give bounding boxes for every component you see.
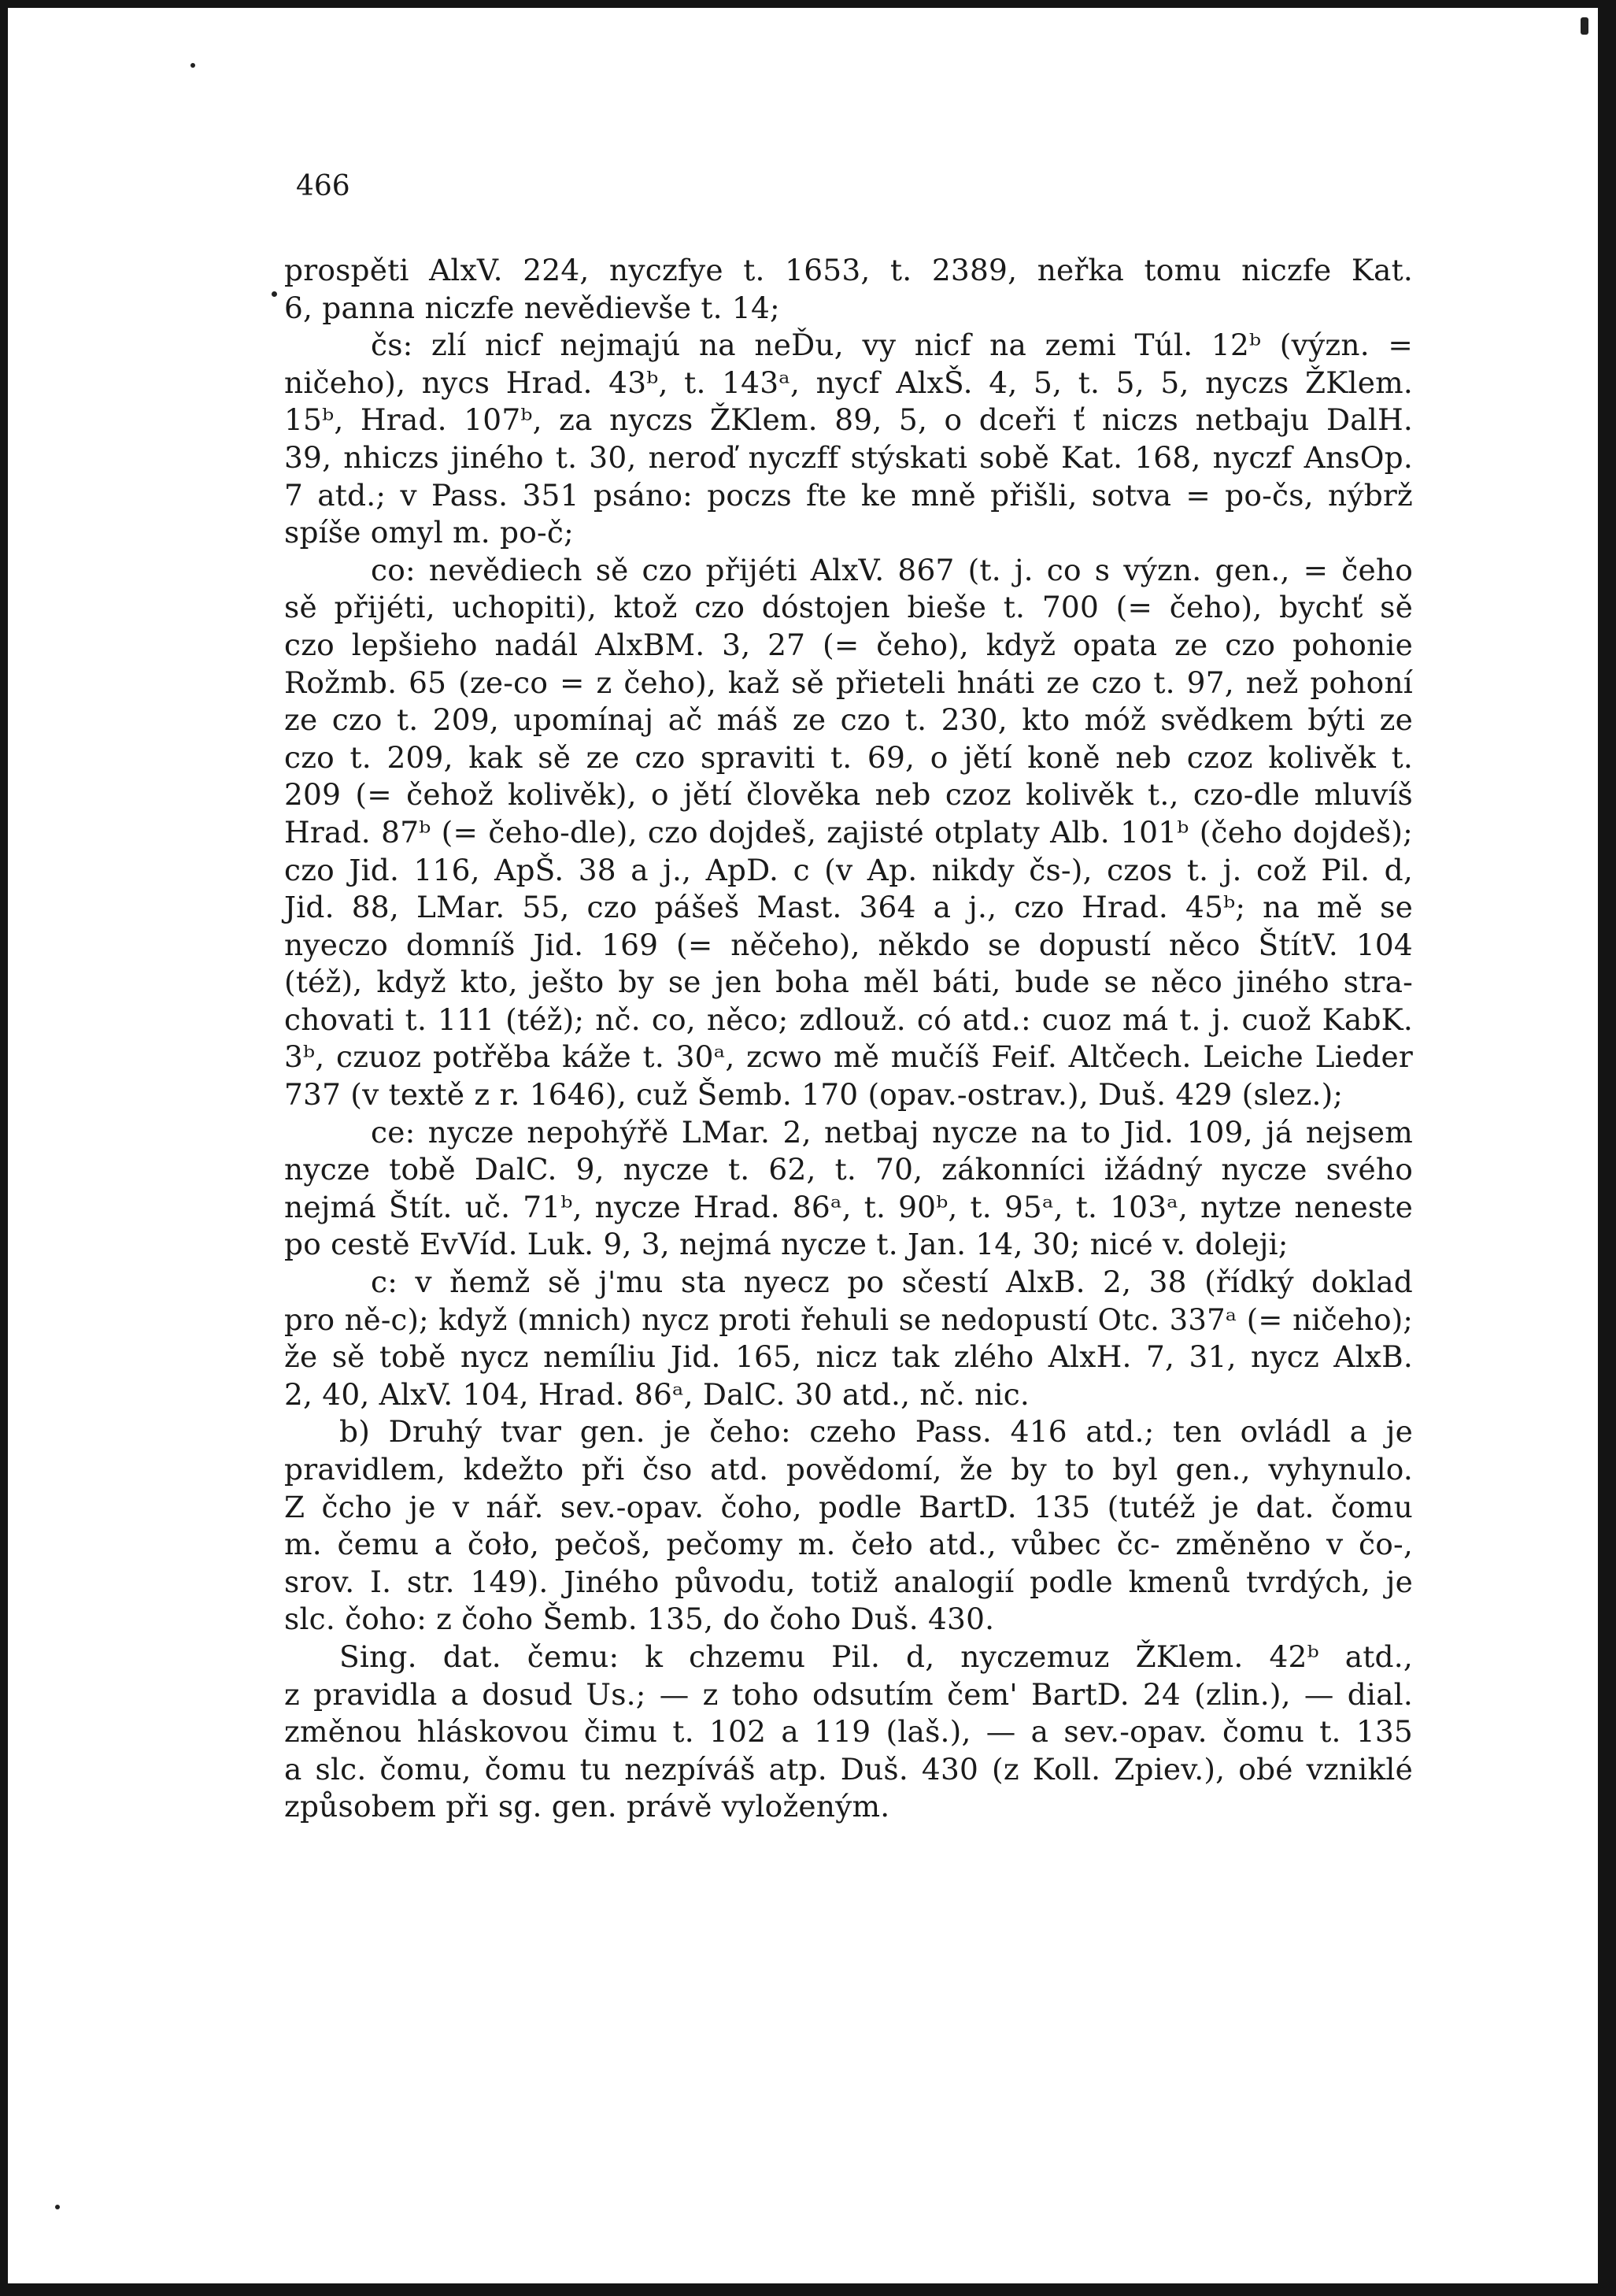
text-line: a slc. čomu, čomu tu nezpíváš atp. Duš. 430 (z Koll. Zpiev.), obé vzniklé [284,1751,1413,1787]
text-line: Hrad. 87ᵇ (= čeho-dle), czo dojdeš, zajisté otplaty Alb. 101ᵇ (čeho dojdeš); [284,814,1413,850]
text-line: 3ᵇ, czuoz potřěba káže t. 30ᵃ, zcwo mě mučíš Feif. Altčech. Leiche Lieder [284,1039,1413,1075]
text-line: czo lepšieho nadál AlxBM. 3, 27 (= čeho), když opata ze czo pohonie [284,627,1413,662]
text-line: 15ᵇ, Hrad. 107ᵇ, za nyczs ŽKlem. 89, 5, o dceři ť niczs netbaju DalH. [284,402,1413,438]
text-line: c: v ňemž sě j'mu sta nyecz po sčestí AlxB. 2, 38 (řídký doklad [371,1265,1413,1300]
text-line: chovati t. 111 (též); nč. co, něco; zdlouž. có atd.: cuoz má t. j. cuož KabK. [284,1002,1413,1037]
print-speck [190,63,195,68]
text-line: 39, nhiczs jiného t. 30, neroď nyczff stýskati sobě Kat. 168, nyczf AnsOp. [284,439,1413,475]
text-line: czo t. 209, kak sě ze czo spraviti t. 69, o jětí koně neb czoz kolivěk t. [284,739,1413,775]
text-line: ce: nycze nepohýřě LMar. 2, netbaj nycze na to Jid. 109, já nejsem [371,1114,1413,1150]
text-line: 6, panna niczfe nevědievše t. 14; [284,290,780,325]
text-line: čs: zlí nicf nejmajú na neĎu, vy nicf na zemi Túl. 12ᵇ (význ. = [371,328,1413,363]
print-speck [1581,17,1588,35]
text-line: Rožmb. 65 (ze-co = z čeho), kaž sě přieteli hnáti ze czo t. 97, než pohoní [284,665,1413,700]
text-line: z pravidla a dosud Us.; — z toho odsutím čem' BartD. 24 (zlin.), — dial. [284,1676,1413,1712]
text-line: 737 (v textě z r. 1646), cuž Šemb. 170 (opav.-ostrav.), Duš. 429 (slez.); [284,1077,1344,1113]
text-line: prospěti AlxV. 224, nyczfye t. 1653, t. 2389, neřka tomu niczfe Kat. [284,253,1413,287]
text-line: co: nevědiech sě czo přijéti AlxV. 867 (t. j. co s význ. gen., = čeho [371,552,1413,587]
text-line: nycze tobě DalC. 9, nycze t. 62, t. 70, zákonníci ižádný nycze svého [284,1152,1413,1187]
book-page [8,8,1598,2283]
text-line: Jid. 88, LMar. 55, czo pášeš Mast. 364 a j., czo Hrad. 45ᵇ; na mě se [284,890,1413,925]
text-line: b) Druhý tvar gen. je čeho: czeho Pass. 416 atd.; ten ovládl a je [339,1414,1413,1450]
print-speck [272,291,277,297]
text-line: czo Jid. 116, ApŠ. 38 a j., ApD. c (v Ap. nikdy čs-), czos t. j. což Pil. d, [284,852,1413,887]
text-line: sě přijéti, uchopiti), ktož czo dóstojen bieše t. 700 (= čeho), bychť sě [284,590,1413,625]
page-number: 466 [296,170,350,202]
text-line: 209 (= čehož kolivěk), o jětí člověka neb czoz kolivěk t., czo-dle mluvíš [284,777,1413,813]
text-line: Z čcho je v nář. sev.-opav. čoho, podle BartD. 135 (tutéž je dat. čomu [284,1489,1413,1524]
text-line: že sě tobě nycz nemíliu Jid. 165, nicz tak zlého AlxH. 7, 31, nycz AlxB. [284,1339,1413,1375]
text-line: spíše omyl m. po-č; [284,515,574,550]
text-line: srov. I. str. 149). Jiného původu, totiž analogií podle kmenů tvrdých, je [284,1564,1413,1599]
text-line: Sing. dat. čemu: k chzemu Pil. d, nyczemuz ŽKlem. 42ᵇ atd., [339,1639,1413,1674]
text-line: pravidlem, kdežto při čso atd. povědomí, že by to byl gen., vyhynulo. [284,1452,1413,1487]
text-line: ze czo t. 209, upomínaj ač máš ze czo t. 230, kto móž svědkem býti ze [284,702,1413,738]
text-line: nyeczo domníš Jid. 169 (= něčeho), někdo se dopustí něco ŠtítV. 104 [284,927,1413,962]
text-line: m. čemu a čoło, pečoš, pečomy m. čeło atd., vůbec čc- změněno v čo-, [284,1527,1413,1562]
text-line: ničeho), nycs Hrad. 43ᵇ, t. 143ᵃ, nycf AlxŠ. 4, 5, t. 5, 5, nyczs ŽKlem. [284,365,1413,400]
print-speck [55,2205,60,2209]
body-text [284,252,1413,1826]
text-line: (též), když kto, ješto by se jen boha měl báti, bude se něco jiného stra- [284,965,1413,1000]
text-line: 7 atd.; v Pass. 351 psáno: poczs fte ke mně přišli, sotva = po-čs, nýbrž [284,477,1413,513]
text-line: 2, 40, AlxV. 104, Hrad. 86ᵃ, DalC. 30 atd., nč. nic. [284,1376,1030,1412]
text-line: pro ně-c); když (mnich) nycz proti řehuli se nedopustí Otc. 337ᵃ (= ničeho); [284,1302,1413,1337]
text-line: způsobem při sg. gen. právě vyloženým. [284,1789,890,1824]
text-line: po cestě EvVíd. Luk. 9, 3, nejmá nycze t. Jan. 14, 30; nicé v. doleji; [284,1227,1289,1262]
text-line: slc. čoho: z čoho Šemb. 135, do čoho Duš. 430. [284,1602,995,1637]
text-line: nejmá Štít. uč. 71ᵇ, nycze Hrad. 86ᵃ, t. 90ᵇ, t. 95ᵃ, t. 103ᵃ, nytze neneste [284,1189,1413,1224]
text-line: změnou hláskovou čimu t. 102 a 119 (laš.), — a sev.-opav. čomu t. 135 [284,1714,1413,1750]
